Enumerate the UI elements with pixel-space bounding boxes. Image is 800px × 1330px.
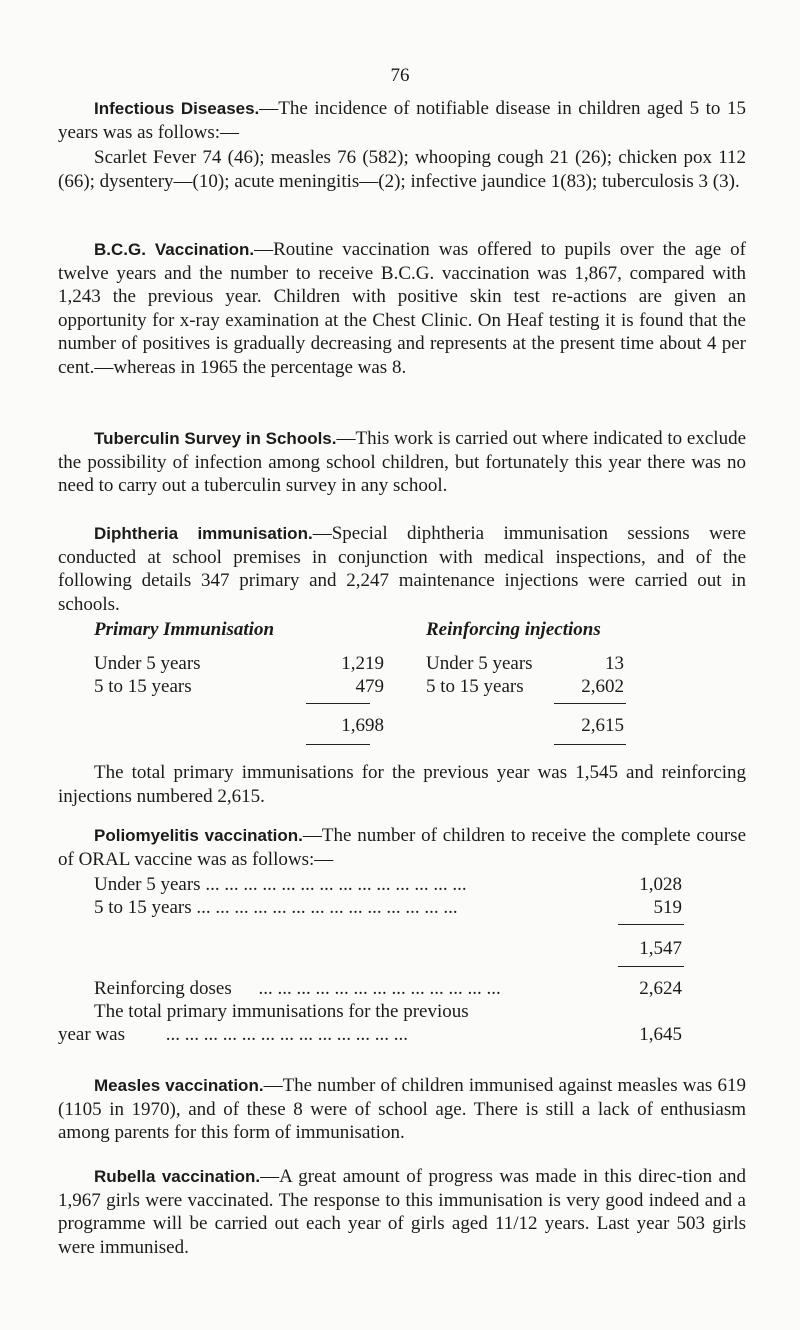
tuberculin-text: —This work is carried out where indicated to exclude the possibility of infection among school children, but fortunately this year there was no need to carry out a tuberculin survey in any school. xyxy=(58,428,746,496)
infectious-diseases-lead xyxy=(58,97,746,144)
leader-dots: ... ... ... ... ... ... ... ... ... ... ... ... ... xyxy=(165,1024,408,1045)
polio-previous-value: 1,645 xyxy=(639,1024,682,1045)
polio-row xyxy=(94,896,614,920)
leader-dots: ... ... ... ... ... ... ... ... ... ... ... ... ... xyxy=(224,874,467,895)
rubella-heading: Rubella vaccination. xyxy=(94,1167,261,1186)
reinforcing-subtotal-rule xyxy=(554,703,626,704)
polio-row-label: 5 to 15 years ... xyxy=(94,897,211,918)
page-number: 76 xyxy=(390,65,410,86)
polio-subtotal: 1,547 xyxy=(639,938,682,959)
diphtheria-tables xyxy=(58,618,746,736)
leader-dots: ... ... ... ... ... ... ... ... ... ... ... ... ... xyxy=(258,978,501,999)
bcg-paragraph xyxy=(58,238,746,379)
bcg-heading: B.C.G. Vaccination. xyxy=(94,240,255,259)
measles-text: —The number of children immunised against measles was 619 (1105 in 1970), and of these 8 were of school age. There is still a lack of enthusiasm among parents for this form of immunisation. xyxy=(58,1075,746,1143)
polio-subtotal-rule-top xyxy=(618,924,684,925)
primary-subtotal-rule xyxy=(306,703,370,704)
diphtheria-heading: Diphtheria immunisation. xyxy=(94,524,313,543)
tuberculin-heading: Tuberculin Survey in Schools. xyxy=(94,429,337,448)
polio-row-value: 1,028 xyxy=(639,874,682,895)
measles-section xyxy=(58,1074,746,1145)
polio-reinforcing-row xyxy=(94,977,614,1001)
rubella-paragraph xyxy=(58,1165,746,1259)
polio-previous-label: year was xyxy=(58,1024,125,1045)
polio-heading: Poliomyelitis vaccination. xyxy=(94,826,303,845)
polio-subtotal-rule-bottom xyxy=(618,966,684,967)
primary-row-value: 1,219 xyxy=(341,653,384,674)
polio-row-label: Under 5 years ... xyxy=(94,874,220,895)
reinforcing-total: 2,615 xyxy=(581,715,624,736)
reinforcing-injections-title: Reinforcing injections xyxy=(426,619,601,640)
polio-row xyxy=(94,873,614,897)
primary-total-rule xyxy=(306,744,370,745)
diphtheria-footnote-block xyxy=(58,761,746,808)
primary-immunisation-table xyxy=(94,618,384,736)
polio-reinforcing-label: Reinforcing doses xyxy=(94,978,232,999)
diphtheria-section xyxy=(58,522,746,616)
polio-previous-row xyxy=(58,1023,614,1047)
leader-dots: ... ... ... ... ... ... ... ... ... ... ... ... ... xyxy=(215,897,458,918)
tuberculin-paragraph xyxy=(58,427,746,498)
bcg-section xyxy=(58,238,746,379)
polio-row-value: 519 xyxy=(653,897,682,918)
bcg-text: —Routine vaccination was offered to pupils over the age of twelve years and the number to receive B.C.G. vaccination was 1,867, compared with 1,243 the previous year. Children with positive skin test re-actions are given an opportunity for x-ray examination at the Chest Clinic. On Heaf testing it is found that the number of positives is gradually decreasing and represents at the present time about 4 per cent.—whereas in 1965 the percentage was 8. xyxy=(58,239,746,378)
reinforcing-row-label: 5 to 15 years xyxy=(426,676,524,697)
primary-row-value: 479 xyxy=(355,676,384,697)
primary-immunisation-title: Primary Immunisation xyxy=(94,619,275,640)
primary-row-label: 5 to 15 years xyxy=(94,676,192,697)
polio-previous-line: The total primary immunisations for the previous xyxy=(94,1001,469,1022)
polio-section xyxy=(58,824,746,871)
diphtheria-paragraph xyxy=(58,522,746,616)
infectious-diseases-heading: Infectious Diseases. xyxy=(94,99,260,118)
primary-row-label: Under 5 years xyxy=(94,653,201,674)
infectious-diseases-lead-text: —The incidence of notifiable disease in children aged 5 to 15 years was as follows:— xyxy=(58,98,746,143)
measles-heading: Measles vaccination. xyxy=(94,1076,264,1095)
reinforcing-injections-table xyxy=(426,618,624,736)
infectious-diseases-list: Scarlet Fever 74 (46); measles 76 (582); whooping cough 21 (26); chicken pox 112 (66); dysentery—(10); acute meningitis—(2); infective jaundice 1(83); tuberculosis 3 (3). xyxy=(58,147,746,192)
reinforcing-row-value: 13 xyxy=(605,653,624,674)
rubella-section xyxy=(58,1165,746,1259)
polio-paragraph xyxy=(58,824,746,871)
measles-paragraph xyxy=(58,1074,746,1145)
rubella-text: —A great amount of progress was made in this direc-tion and 1,967 girls were vaccinated. The response to this immunisation is very good indeed and a programme will be carried out each year of girls aged 11/12 years. Last year 503 girls were immunised. xyxy=(58,1166,746,1258)
reinforcing-total-rule xyxy=(554,744,626,745)
diphtheria-text: —Special diphtheria immunisation sessions were conducted at school premises in conjunction with medical inspections, and of the following details 347 primary and 2,247 maintenance injections were carried out in schools. xyxy=(58,523,746,615)
diphtheria-footnote: The total primary immunisations for the previous year was 1,545 and reinforcing injections numbered 2,615. xyxy=(58,762,746,807)
polio-table xyxy=(58,873,746,1053)
polio-reinforcing-value: 2,624 xyxy=(639,978,682,999)
tuberculin-section xyxy=(58,427,746,498)
infectious-diseases-section xyxy=(58,97,746,193)
reinforcing-row-label: Under 5 years xyxy=(426,653,533,674)
primary-total: 1,698 xyxy=(341,715,384,736)
polio-text: —The number of children to receive the complete course of ORAL vaccine was as follows:— xyxy=(58,825,747,870)
reinforcing-row-value: 2,602 xyxy=(581,676,624,697)
